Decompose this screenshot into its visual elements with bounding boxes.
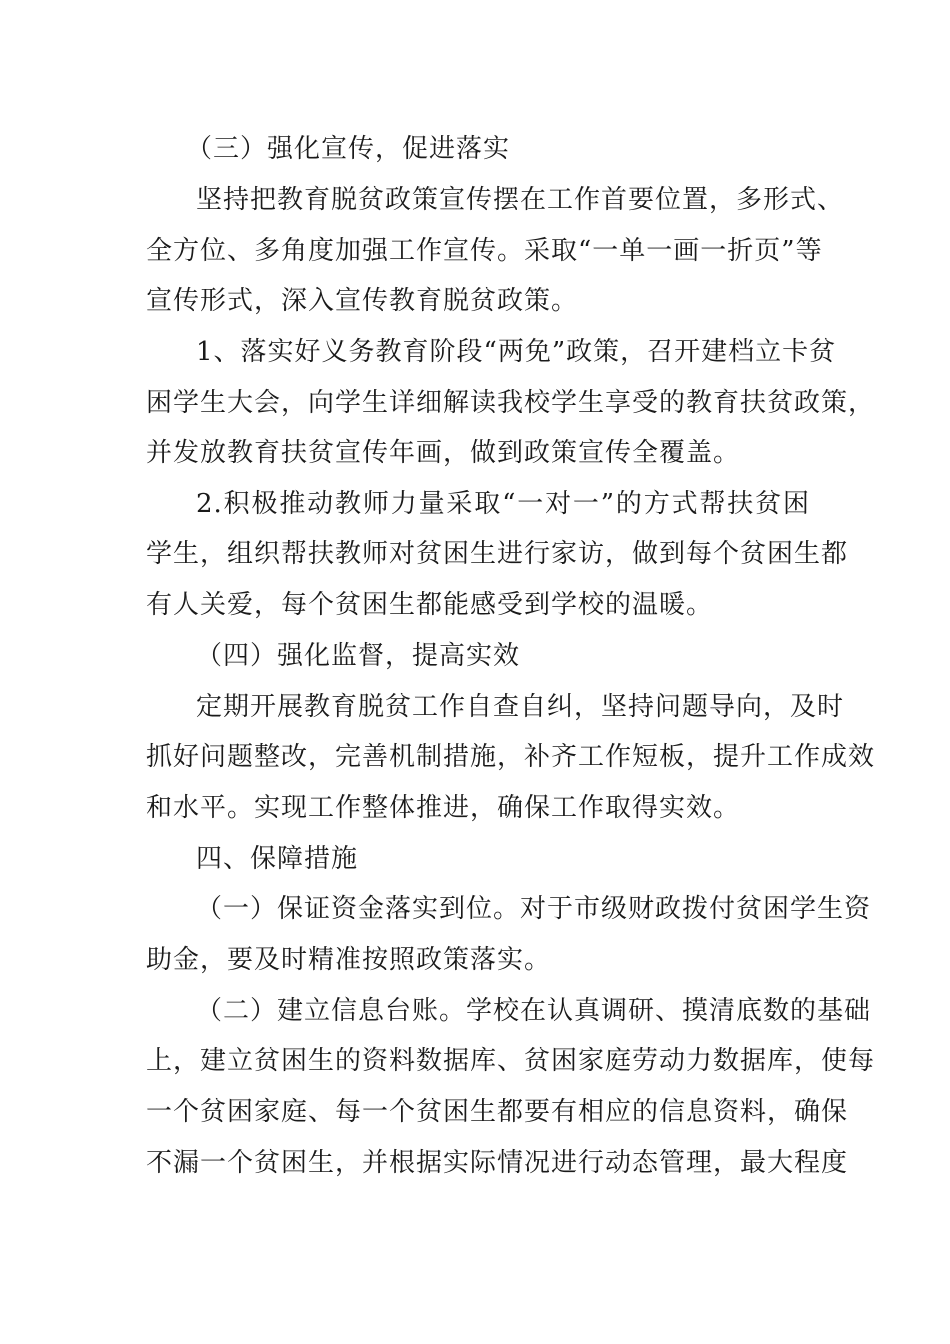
section-heading-3: （三）强化宣传，促进落实 <box>186 134 511 164</box>
paragraph-line: 2.积极推动教师力量采取“一对一”的方式帮扶贫困 <box>196 489 810 519</box>
paragraph-line: 抓好问题整改，完善机制措施，补齐工作短板，提升工作成效 <box>146 742 876 772</box>
paragraph-line: 定期开展教育脱贫工作自查自纠，坚持问题导向，及时 <box>196 692 845 722</box>
paragraph-line: 宣传形式，深入宣传教育脱贫政策。 <box>146 286 579 316</box>
paragraph-line: （二）建立信息台账。学校在认真调研、摸清底数的基础 <box>196 996 872 1026</box>
paragraph-line: 困学生大会，向学生详细解读我校学生享受的教育扶贫政策， <box>146 388 876 418</box>
section-heading-4: （四）强化监督，提高实效 <box>196 641 521 671</box>
paragraph-line: 不漏一个贫困生，并根据实际情况进行动态管理，最大程度 <box>146 1148 849 1178</box>
paragraph-line: 和水平。实现工作整体推进，确保工作取得实效。 <box>146 793 741 823</box>
section-heading-measures: 四、保障措施 <box>196 844 359 874</box>
paragraph-line: 一个贫困家庭、每一个贫困生都要有相应的信息资料，确保 <box>146 1097 849 1127</box>
paragraph-line: 学生，组织帮扶教师对贫困生进行家访，做到每个贫困生都 <box>146 539 849 569</box>
paragraph-line: 上，建立贫困生的资料数据库、贫困家庭劳动力数据库，使每 <box>146 1046 876 1076</box>
paragraph-line: （一）保证资金落实到位。对于市级财政拨付贫困学生资 <box>196 894 872 924</box>
paragraph-line: 1、落实好义务教育阶段“两免”政策，召开建档立卡贫 <box>196 337 837 367</box>
paragraph-line: 助金，要及时精准按照政策落实。 <box>146 945 552 975</box>
paragraph-line: 坚持把教育脱贫政策宣传摆在工作首要位置，多形式、 <box>196 185 845 215</box>
paragraph-line: 全方位、多角度加强工作宣传。采取“一单一画一折页”等 <box>146 236 823 266</box>
paragraph-line: 并发放教育扶贫宣传年画，做到政策宣传全覆盖。 <box>146 438 741 468</box>
paragraph-line: 有人关爱，每个贫困生都能感受到学校的温暖。 <box>146 590 714 620</box>
